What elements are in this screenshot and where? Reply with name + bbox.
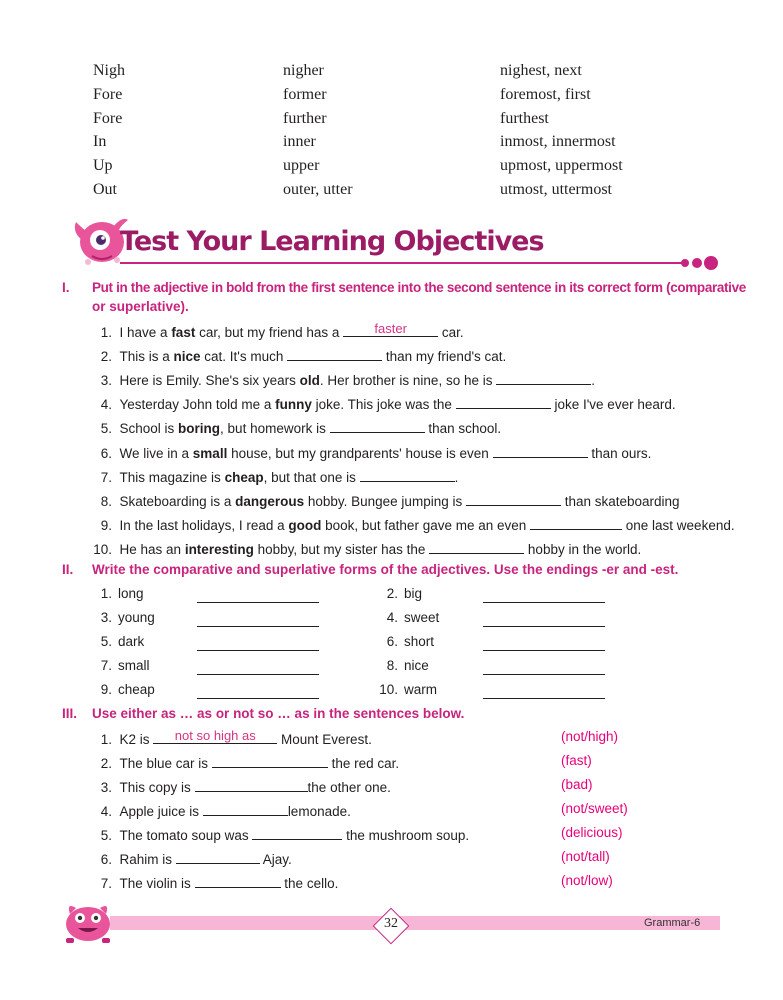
item-bold-word: small [192,445,228,461]
table-cell-superlative: upmost, uppermost [500,157,623,175]
footer [0,896,783,946]
exercise-item [86,825,469,843]
section1-instruction-line1: Put in the adjective in bold from the first sentence into the second sentence in its correct form (comparative [92,280,746,295]
item-text: Mount Everest. [277,732,372,747]
item-number: 3. [100,373,112,389]
answer-blank [456,394,551,409]
item-text: He has an [119,541,185,557]
item-number: 9. [100,517,112,533]
answer-blank [153,729,277,744]
answer-blank [483,684,605,699]
table-cell-superlative: foremost, first [500,85,591,103]
item-text: than skateboarding [560,493,680,509]
table-cell-comparative: nigher [283,62,324,79]
adjective-word: short [404,634,435,649]
banner [70,212,720,272]
section3-numeral: III. [62,706,78,721]
answer-blank [197,636,319,651]
answer-blank [212,753,328,768]
item-number: 10. [379,682,398,697]
table-cell-superlative: inmost, innermost [500,133,616,151]
answer-blank [203,801,288,816]
item-text: Yesterday John told me a [119,397,276,413]
adjective-word: long [118,586,144,601]
exercise-item [86,443,651,461]
item-number: 8. [386,658,398,673]
item-text: lemonade. [287,804,351,819]
monster-icon [60,898,116,944]
exercise-item [86,370,595,388]
item-bold-word: good [288,517,322,533]
item-text: Here is Emily. She's six years [119,373,300,389]
item-text: Ajay. [259,852,292,867]
item-number: 1. [100,586,112,601]
item-number: 5. [100,828,112,843]
hint-text: (not/tall) [561,849,610,864]
item-text: . Her brother is nine, so he is [319,373,497,389]
answer-blank [197,588,319,603]
answer-blank [496,370,591,385]
item-bold-word: interesting [184,541,254,557]
table-cell-superlative: furthest [500,109,549,127]
banner-title: Test Your Learning Objectives [120,226,544,257]
exercise-item [86,729,372,747]
section1-numeral: I. [62,280,70,295]
answer-blank [195,873,281,888]
item-text: joke I've ever heard. [550,397,676,413]
item-number: 3. [100,780,112,795]
hint-text: (fast) [561,753,592,768]
exercise-item [86,539,641,557]
adjective-word: nice [404,658,429,673]
item-text: The violin is [119,876,195,891]
table-cell-comparative: outer, utter [283,181,353,198]
answer-blank [252,825,342,840]
table-cell-positive: Fore [93,109,123,127]
item-number: 6. [100,852,112,867]
item-text: hobby in the world. [524,541,642,557]
answer-blank [287,346,382,361]
item-text: book, but father gave me an even [321,517,531,533]
answer-blank [483,612,605,627]
table-cell-comparative: upper [283,157,320,175]
item-bold-word: old [299,373,320,389]
item-text: joke. This joke was the [311,397,456,413]
item-text: This is a [119,349,174,365]
item-text: cat. It's much [200,349,288,365]
book-title: Grammar-6 [644,917,701,929]
item-bold-word: boring [178,421,221,437]
item-text: than school. [424,421,502,437]
item-text: than ours. [587,445,652,461]
exercise-item [86,753,399,771]
answer-blank [466,491,561,506]
item-text: In the last holidays, I read a [119,517,289,533]
footer-band [110,916,720,930]
section3-instruction: Use either as … as or not so … as in the sentences below. [92,706,465,721]
item-number: 8. [100,493,112,509]
answer-blank [197,684,319,699]
item-text: the other one. [307,780,391,795]
exercise-item [86,418,501,436]
answer-blank [493,443,588,458]
exercise-item [86,346,506,364]
item-bold-word: fast [171,325,196,340]
answer-blank [360,467,455,482]
adjective-word: cheap [118,682,155,697]
item-text: K2 is [119,732,154,747]
item-number: 9. [100,682,112,697]
hint-text: (delicious) [561,825,623,840]
adjective-word: warm [404,682,437,697]
adjective-word: small [118,658,150,673]
item-text: Apple juice is [119,804,203,819]
item-text: the cello. [280,876,339,891]
item-text: car. [438,325,464,340]
item-number: 5. [100,421,112,437]
exercise-item [86,491,680,509]
item-number: 7. [100,658,112,673]
item-text: . [591,373,595,389]
banner-rule [120,262,686,264]
item-number: 7. [100,876,112,891]
item-number: 2. [386,586,398,601]
exercise-item [86,322,464,340]
table-cell-positive: Fore [93,85,123,103]
item-number: 4. [386,610,398,625]
table-cell-positive: Out [93,181,117,198]
item-text: The blue car is [119,756,212,771]
item-text: the red car. [327,756,400,771]
answer-blank [197,612,319,627]
hint-text: (not/sweet) [561,801,628,816]
item-text: This copy is [119,780,195,795]
item-bold-word: nice [173,349,201,365]
item-bold-word: funny [275,397,312,413]
item-text: School is [119,421,179,437]
table-cell-positive: Nigh [93,62,125,79]
adjective-word: big [404,586,423,601]
hint-text: (not/high) [561,729,619,744]
item-number: 6. [100,445,112,461]
answer-blank [330,418,425,433]
table-cell-positive: In [93,133,107,151]
page-number: 32 [384,916,398,931]
exercise-item [86,777,391,795]
item-number: 1. [100,325,112,340]
table-cell-superlative: utmost, uttermost [500,181,612,198]
table-cell-comparative: inner [283,133,316,151]
answer-blank [195,777,308,792]
item-text: the mushroom soup. [342,828,470,843]
table-cell-comparative: further [283,109,327,127]
hint-text: (bad) [561,777,593,792]
item-text: I have a [119,325,172,340]
item-number: 7. [100,469,112,485]
item-text: Skateboarding is a [119,493,236,509]
item-text: hobby. Bungee jumping is [304,493,466,509]
section1-instruction-line2: or superlative). [92,299,189,314]
section2-instruction: Write the comparative and superlative forms of the adjectives. Use the endings -er and -est. [92,562,679,577]
item-number: 1. [100,732,112,747]
table-cell-positive: Up [93,157,113,175]
table-cell-superlative: nighest, next [500,62,582,79]
adjective-word: sweet [404,610,440,625]
answer-text: faster [374,321,407,336]
item-text: The tomato soup was [119,828,253,843]
answer-text: not so high as [174,728,256,743]
exercise-item [86,515,735,533]
item-text: , but that one is [263,469,360,485]
adjective-word: dark [118,634,145,649]
item-number: 10. [93,541,112,557]
item-number: 6. [386,634,398,649]
item-text: hobby, but my sister has the [253,541,430,557]
item-number: 4. [100,804,112,819]
exercise-item [86,873,338,891]
exercise-item [86,394,676,412]
answer-blank [343,322,438,337]
exercise-item [86,467,458,485]
answer-blank [483,588,605,603]
item-text: than my friend's cat. [382,349,507,365]
item-text: This magazine is [119,469,225,485]
answer-blank [176,849,260,864]
item-number: 2. [100,349,112,365]
item-text: . [454,469,459,485]
adjective-word: young [118,610,155,625]
item-bold-word: cheap [224,469,264,485]
item-text: house, but my grandparents' house is even [227,445,493,461]
exercise-item [86,801,351,819]
item-text: one last weekend. [622,517,735,533]
item-text: car, but my friend has a [195,325,344,340]
answer-blank [429,539,524,554]
item-bold-word: dangerous [235,493,305,509]
item-text: , but homework is [220,421,330,437]
answer-blank [530,515,622,530]
exercise-item [86,849,292,867]
dots-icon [672,254,720,272]
item-number: 5. [100,634,112,649]
answer-blank [483,636,605,651]
hint-text: (not/low) [561,873,613,888]
answer-blank [483,660,605,675]
answer-blank [197,660,319,675]
item-text: We live in a [119,445,193,461]
item-text: Rahim is [119,852,176,867]
section2-numeral: II. [62,562,74,577]
item-number: 3. [100,610,112,625]
table-cell-comparative: former [283,85,327,103]
item-number: 4. [100,397,112,413]
item-number: 2. [100,756,112,771]
